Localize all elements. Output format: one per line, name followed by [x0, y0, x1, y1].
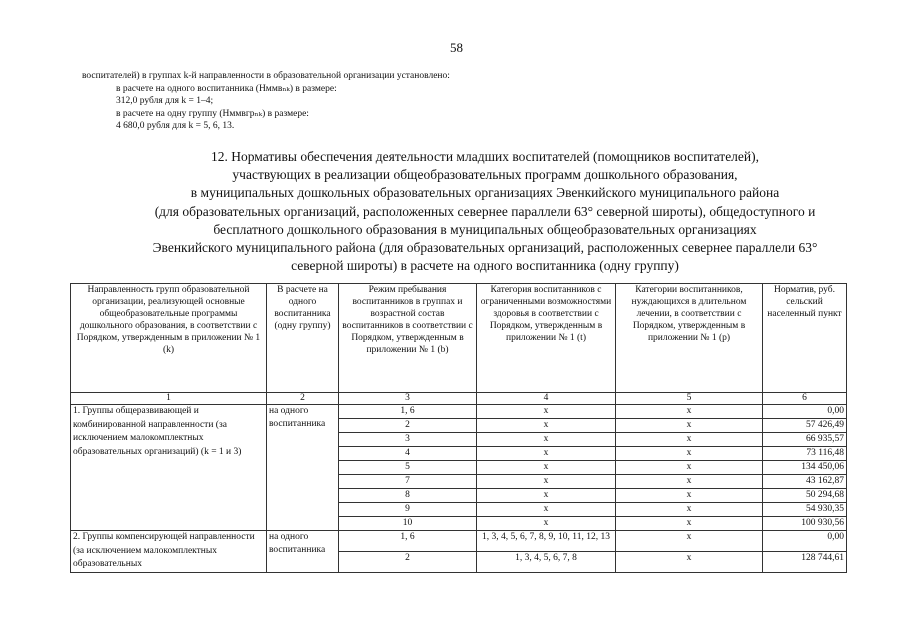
- norm-value-cell: 100 930,56: [763, 517, 847, 531]
- norm-value-cell: 134 450,06: [763, 461, 847, 475]
- norm-value-cell: 128 744,61: [763, 551, 847, 572]
- treatment-cell: x: [616, 489, 763, 503]
- column-number-row: [71, 393, 847, 405]
- stay-mode-cell: 9: [339, 503, 477, 517]
- group-label: 1. Группы общеразвивающей и комбинированной направленности (за исключением малокомплектных образовательных организаций) (k = 1 и 3): [71, 405, 267, 531]
- treatment-cell: x: [616, 433, 763, 447]
- header-per-unit: В расчете на одного воспитанника (одну группу): [267, 284, 339, 393]
- section-heading: [60, 148, 910, 275]
- treatment-cell: x: [616, 503, 763, 517]
- page-number: 58: [450, 40, 463, 55]
- norm-value-cell: 54 930,35: [763, 503, 847, 517]
- treatment-cell: x: [616, 447, 763, 461]
- header-direction: Направленность групп образовательной организации, реализующей основные общеобразовательные программы дошкольного образования, в соответствии с Порядком, утвержденным в приложении № 1 (k): [71, 284, 267, 393]
- disability-cell: x: [477, 475, 616, 489]
- norm-value-cell: 43 162,87: [763, 475, 847, 489]
- table-header-row: [71, 284, 847, 393]
- heading-line: северной широты) в расчете на одного воспитанника (одну группу): [291, 258, 679, 274]
- norm-value-cell: 66 935,57: [763, 433, 847, 447]
- table-row: [71, 405, 847, 419]
- norm-value-cell: 0,00: [763, 531, 847, 552]
- norm-value-cell: 50 294,68: [763, 489, 847, 503]
- norm-value-cell: 0,00: [763, 405, 847, 419]
- group-per-unit: на одного воспитанника: [267, 531, 339, 573]
- header-disability-category: Категория воспитанников с ограниченными возможностями здоровья в соответствии с Порядком, утвержденным в приложении № 1 (t): [477, 284, 616, 393]
- treatment-cell: x: [616, 551, 763, 572]
- stay-mode-cell: 5: [339, 461, 477, 475]
- disability-cell: x: [477, 405, 616, 419]
- intro-line: в расчете на одну группу (Нммвгрₙₖ) в размере:: [116, 108, 309, 119]
- column-number: 2: [267, 393, 339, 405]
- disability-cell: x: [477, 503, 616, 517]
- intro-line: 312,0 рубля для k = 1–4;: [116, 96, 214, 106]
- stay-mode-cell: 2: [339, 551, 477, 572]
- table-row: [71, 531, 847, 552]
- disability-cell: x: [477, 517, 616, 531]
- heading-line: бесплатного дошкольного образования в муниципальных общеобразовательных организациях: [213, 221, 757, 237]
- stay-mode-cell: 10: [339, 517, 477, 531]
- intro-line: 4 680,0 рубля для k = 5, 6, 13.: [116, 121, 235, 131]
- header-norm: Норматив, руб. сельский населенный пункт: [763, 284, 847, 393]
- stay-mode-cell: 3: [339, 433, 477, 447]
- disability-cell: x: [477, 489, 616, 503]
- treatment-cell: x: [616, 419, 763, 433]
- disability-cell: x: [477, 447, 616, 461]
- stay-mode-cell: 8: [339, 489, 477, 503]
- stay-mode-cell: 4: [339, 447, 477, 461]
- treatment-cell: x: [616, 405, 763, 419]
- heading-line: (для образовательных организаций, расположенных севернее параллели 63° северной широты), общедоступного и: [154, 203, 816, 219]
- treatment-cell: x: [616, 475, 763, 489]
- intro-line: воспитателей) в группах k-й направленности в образовательной организации установлено:: [82, 71, 450, 81]
- treatment-cell: x: [616, 461, 763, 475]
- heading-line: Эвенкийского муниципального района (для образовательных организаций, расположенных севернее параллели 63°: [152, 240, 818, 256]
- group-per-unit: на одного воспитанника: [267, 405, 339, 531]
- stay-mode-cell: 7: [339, 475, 477, 489]
- stay-mode-cell: 2: [339, 419, 477, 433]
- column-number: 6: [763, 393, 847, 405]
- stay-mode-cell: 1, 6: [339, 531, 477, 552]
- column-number: 3: [339, 393, 477, 405]
- disability-cell: x: [477, 419, 616, 433]
- header-stay-mode: Режим пребывания воспитанников в группах и возрастной состав воспитанников в соответствии с Порядком, утвержденным в приложении № 1 (b): [339, 284, 477, 393]
- column-number: 5: [616, 393, 763, 405]
- heading-line: в муниципальных дошкольных образовательных организациях Эвенкийского муниципального района: [190, 185, 780, 201]
- norm-value-cell: 57 426,49: [763, 419, 847, 433]
- treatment-cell: x: [616, 531, 763, 552]
- heading-line: участвующих в реализации общеобразовательных программ дошкольного образования,: [232, 167, 738, 183]
- disability-cell: x: [477, 433, 616, 447]
- disability-cell: x: [477, 461, 616, 475]
- disability-cell: 1, 3, 4, 5, 6, 7, 8: [477, 551, 616, 572]
- intro-line: в расчете на одного воспитанника (Нммвₙₖ) в размере:: [116, 83, 337, 94]
- disability-cell: 1, 3, 4, 5, 6, 7, 8, 9, 10, 11, 12, 13: [477, 531, 616, 552]
- group-label: 2. Группы компенсирующей направленности (за исключением малокомплектных образовательных: [71, 531, 267, 573]
- norm-value-cell: 73 116,48: [763, 447, 847, 461]
- column-number: 4: [477, 393, 616, 405]
- column-number: 1: [71, 393, 267, 405]
- intro-text: [82, 70, 642, 133]
- header-treatment-category: Категории воспитанников, нуждающихся в длительном лечении, в соответствии с Порядком, утвержденным в приложении № 1 (p): [616, 284, 763, 393]
- treatment-cell: x: [616, 517, 763, 531]
- heading-line: 12. Нормативы обеспечения деятельности младших воспитателей (помощников воспитателей),: [210, 149, 760, 164]
- stay-mode-cell: 1, 6: [339, 405, 477, 419]
- norms-table: [70, 283, 847, 573]
